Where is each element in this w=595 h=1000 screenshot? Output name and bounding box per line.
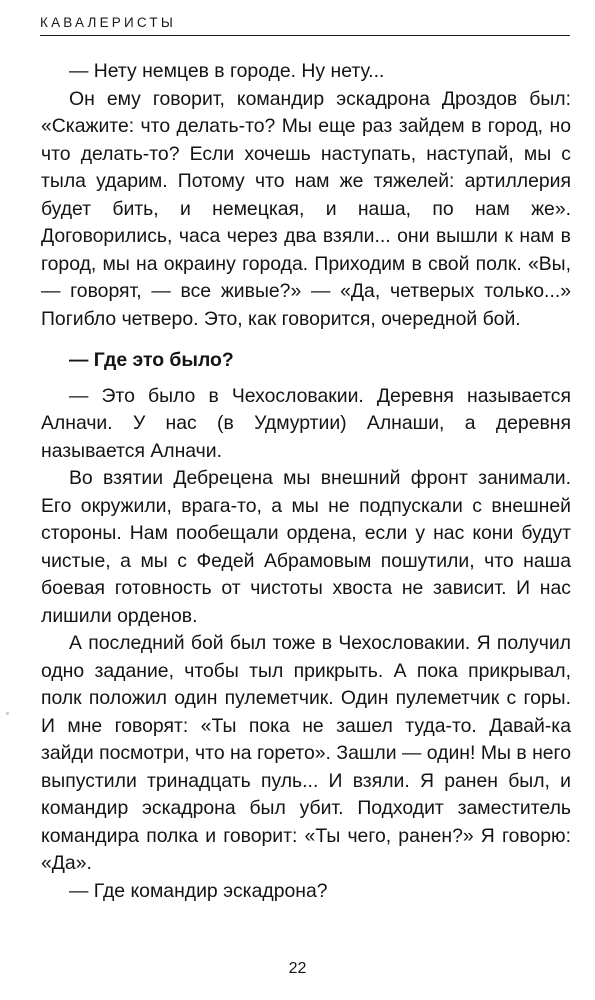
interviewer-question: — Где это было? bbox=[69, 349, 234, 371]
paragraph: Во взятии Дебрецена мы внешний фронт занимали. Его окружили, врага-то, а мы не подпускали с внешней стороны. Нам пообещали ордена, если у нас кони будут чистые, а мы с Федей Абрамовым пошутили, что наша боевая готовность от чистоты хвоста не зависит. И нас лишили орденов. bbox=[41, 467, 571, 627]
paragraph: — Нету немцев в городе. Ну нету... bbox=[69, 60, 385, 82]
running-header: КАВАЛЕРИСТЫ bbox=[40, 15, 176, 30]
paragraph: Он ему говорит, командир эскадрона Дроздов был: «Скажите: что делать-то? Мы еще раз зайдем в город, но что делать-то? Если хочешь наступать, наступай, мы с тыла ударим. Потому что нам же тяжелей: артиллерия будет бить, и немецкая, и наша, по нам же». Договорились, часа через два взяли... они вышли к нам в город, мы на окраину города. Приходим в свой полк. «Вы, — говорят, — все живые?» — «Да, четверых только...» Погибло четверо. Это, как говорится, очередной бой. bbox=[41, 87, 571, 330]
paragraph: А последний бой был тоже в Чехословакии. Я получил одно задание, чтобы тыл прикрыть. А пока прикрывал, полк положил один пулеметчик. Один пулеметчик с горы. И мне говорят: «Ты пока не зашел туда-то. Давай-ка зайди посмотри, что на горето». Зашли — один! Мы в него выпустили тринадцать пуль... И взяли. Я ранен был, и командир эскадрона был убит. Подходит заместитель командира полка и говорит: «Ты чего, ранен?» Я говорю: «Да». bbox=[41, 632, 571, 874]
paragraph: — Где командир эскадрона? bbox=[69, 879, 328, 902]
margin-speck bbox=[6, 712, 9, 715]
page-number: 22 bbox=[288, 960, 307, 977]
paragraph: — Это было в Чехословакии. Деревня называется Алначи. У нас (в Удмуртии) Алнаши, а деревня называется Алначи. bbox=[41, 384, 571, 462]
header-rule bbox=[40, 35, 570, 36]
body-text bbox=[41, 58, 571, 905]
